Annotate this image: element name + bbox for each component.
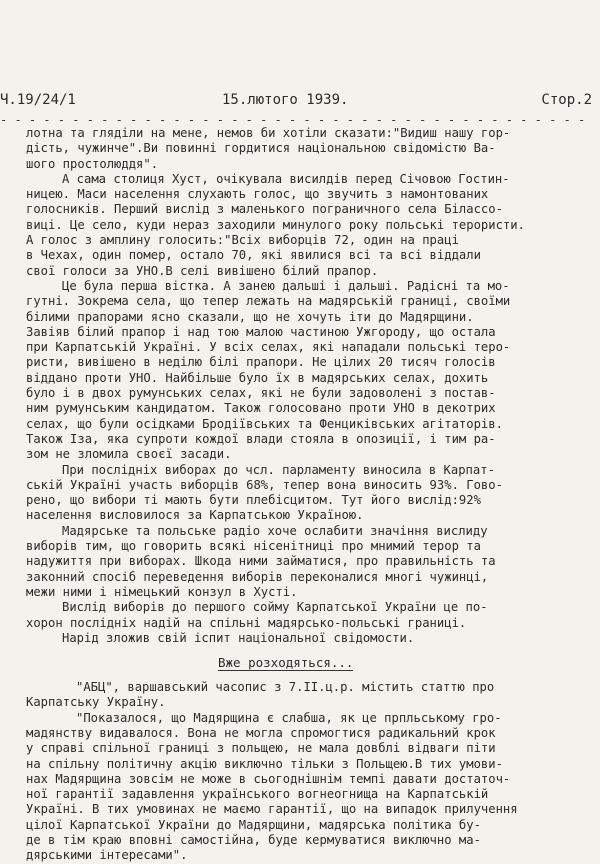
text-line: гутні. Зокрема села, що тепер лежать на мадярській границі, своїми xyxy=(26,294,511,309)
text-line: Карпатську Україну. xyxy=(26,695,166,710)
text-line: зом не зломила своєї засади. xyxy=(26,447,232,462)
text-line: шого простолюддя". xyxy=(26,156,159,171)
text-line: де в тім краю вповні самостійна, буде кермуватися виключно ма- xyxy=(26,833,481,848)
text-line: ристи, вивішено в неділю білі прапори. Не цілих 20 тисяч голосів xyxy=(26,355,496,370)
text-line: рено, що вибори ті мають бути плебісцитом. Тут його вислід:92% xyxy=(26,493,481,508)
text-line: свої голоси за УНО.В селі вивішено білий прапор. xyxy=(26,263,379,278)
text-line: Також Іза, яка супроти кождої влади стояла в опозиції, і тим ра- xyxy=(26,431,496,446)
section-title: Вже розходяться... xyxy=(218,655,354,671)
text-line: "АБЦ", варшавський часопис з 7.II.ц.р. містить статтю про xyxy=(76,680,495,695)
text-line: Вислід виборів до першого сойму Карпатської України це по- xyxy=(62,600,488,615)
text-line: хорон послідніх надій на спільні мадярсько-польські границі. xyxy=(26,615,467,630)
text-line: при Карпатській Україні. У всіх селах, які нападали польські теро- xyxy=(26,340,511,355)
text-line: виці. Це село, куди нераз заходили минулого року польські терористи. xyxy=(26,217,525,232)
document-number: Ч.19/24/1 xyxy=(0,92,76,108)
dashed-rule: - - - - - - - - - - - - - - - - - - - - - - - - - - - - - - - - - - - - - - - - - xyxy=(0,113,586,127)
text-line: у справі спільної границі з польщею, не мала довблі відваги піти xyxy=(26,741,496,756)
text-line: межи ними і німецький конзул в Хусті. xyxy=(26,584,298,599)
text-line: білими прапорами ясно сказали, що не хочуть іти до Мадярщини. xyxy=(26,309,474,324)
text-line: Україні. В тих умовинах не маємо гарантії, що на випадок прилучення xyxy=(26,802,518,817)
text-line: виборів тим, що говорить всякі нісенітниці про мнимий терор та xyxy=(26,539,481,554)
text-line: нах Мадярщина зовсім не може в сьогоднішнім темпі давати достаточ- xyxy=(26,771,511,786)
text-line: віддано проти УНО. Найбільше було їх в мадярських селах, дохить xyxy=(26,370,489,385)
text-line: лотна та гляділи на мене, немов би хотіли сказати:"Видиш нашу гор- xyxy=(26,126,511,140)
text-line: населення висловилося за Карпатською Україною. xyxy=(26,508,364,523)
text-line: було і в двох румунських селах, які не були задоволені з постав- xyxy=(26,386,496,401)
text-line: мадянству видавалося. Вона не могла спромогтися радикальний крок xyxy=(26,725,496,740)
text-line: в Чехах, один помер, осталo 70, які явилися всі та всі віддали xyxy=(26,248,481,263)
text-line: А сама столиця Хуст, очікувала висилдів перед Січовою Гостин- xyxy=(62,171,510,186)
text-line: Нарід зложив свій іспит національної свідомости. xyxy=(62,630,415,645)
text-line: ної гарантії задавлення українського вогнеогнища на Карпатській xyxy=(26,787,489,802)
text-line: ській Україні участь виборців 68%, тепер вона виносить 93%. Гово- xyxy=(26,477,503,492)
text-line: селах, що були осідками Бродіївських та Фенциківських агітаторів. xyxy=(26,416,503,431)
text-line: надужиття при виборах. Шкода ними займатися, про правильність та xyxy=(26,554,496,569)
text-line: цілої Карпатської України до Мадярщини, мадярська політика бу- xyxy=(26,817,481,832)
text-line: ним румунським кандидатом. Також голосовано проти УНО в декотрих xyxy=(26,401,496,416)
text-line: Мадярське та польське радіо хоче ослабити значіння вислиду xyxy=(62,523,488,538)
text-line: Завіяв білий прапор і над тою малою частиною Ужгороду, що остала xyxy=(26,324,496,339)
text-line: дярськими інтересами". xyxy=(26,848,188,863)
text-line: дість, чужинче".Ви повинні гордитися національною свідомістю Ва- xyxy=(26,141,496,156)
document-body xyxy=(26,126,596,864)
text-line: законний спосіб переведення виборів переконалися многі чужинці, xyxy=(26,569,489,584)
page-number: Стор.2 xyxy=(541,92,592,108)
text-line: ницею. Маси населення слухають голос, що звучить з намонтованих xyxy=(26,187,489,202)
document-date: 15.лютого 1939. xyxy=(222,92,349,108)
text-line: "Показалося, що Мадярщина є слабша, як це прпльському гро- xyxy=(76,710,502,725)
text-line: на спільну політичну акцію виключно тільки з Польщею.В тих умови- xyxy=(26,756,503,771)
text-line: Це була перша вістка. А занею дальші і дальші. Радісні та мо- xyxy=(62,278,510,293)
text-line: При послідніх виборах до чсл. парламенту виносила в Карпат- xyxy=(62,462,495,477)
text-line: голосників. Перший вислід з маленького пограничного села Білассо- xyxy=(26,202,503,217)
text-line: А голос з амплину голосить:"Всіх виборців 72, один на праці xyxy=(26,233,459,248)
